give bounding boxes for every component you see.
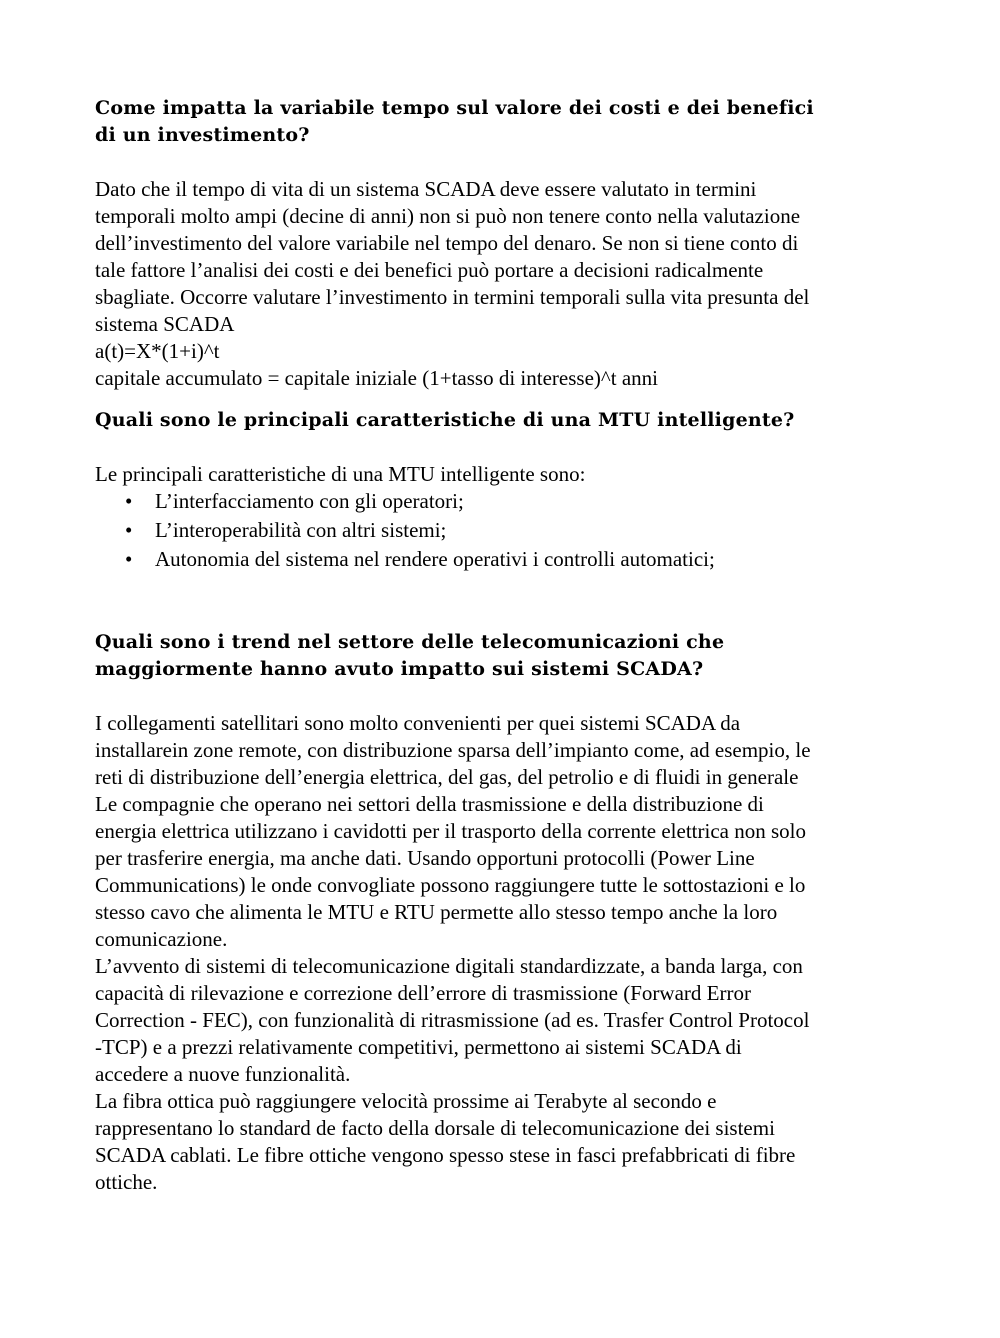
question-line: di un investimento? — [95, 124, 310, 146]
text-line: installarein zone remote, con distribuzione sparsa dell’impianto come, ad esempio, le — [95, 738, 811, 762]
bullet-list-mtu — [95, 488, 910, 573]
list-item-text: Autonomia del sistema nel rendere operativi i controlli automatici; — [155, 547, 715, 571]
text-line: per trasferire energia, ma anche dati. Usando opportuni protocolli (Power Line — [95, 846, 755, 870]
question-heading-mtu — [95, 407, 910, 434]
text-line: stesso cavo che alimenta le MTU e RTU permette allo stesso tempo anche la loro — [95, 900, 778, 924]
list-item-text: L’interfacciamento con gli operatori; — [155, 489, 464, 513]
answer-intro-mtu: Le principali caratteristiche di una MTU intelligente sono: — [95, 462, 586, 486]
text-line: SCADA cablati. Le fibre ottiche vengono spesso stese in fasci prefabbricati di fibre — [95, 1143, 796, 1167]
text-line: comunicazione. — [95, 927, 228, 951]
question-line: maggiormente hanno avuto impatto sui sistemi SCADA? — [95, 658, 704, 680]
text-line: accedere a nuove funzionalità. — [95, 1062, 351, 1086]
formula-line: a(t)=X*(1+i)^t — [95, 339, 220, 363]
bullet-marker: • — [125, 518, 133, 542]
text-line: sbagliate. Occorre valutare l’investimento in termini temporali sulla vita presunta del — [95, 285, 810, 309]
text-line: rappresentano lo standard de facto della dorsale di telecomunicazione dei sistemi — [95, 1116, 775, 1140]
text-line: temporali molto ampi (decine di anni) non si può non tenere conto nella valutazione — [95, 204, 801, 228]
text-line: reti di distribuzione dell’energia elettrica, del gas, del petrolio e di fluidi in generale — [95, 765, 799, 789]
answer-paragraph-telecom-trends — [95, 710, 910, 1196]
question-heading-telecom-trends — [95, 629, 910, 683]
formula-explanation-line: capitale accumulato = capitale iniziale (1+tasso di interesse)^t anni — [95, 366, 658, 390]
text-line: Dato che il tempo di vita di un sistema SCADA deve essere valutato in termini — [95, 177, 757, 201]
bullet-marker: • — [125, 547, 133, 571]
list-item — [95, 517, 910, 544]
text-line: -TCP) e a prezzi relativamente competitivi, permettono ai sistemi SCADA di — [95, 1035, 742, 1059]
question-line: Quali sono i trend nel settore delle telecomunicazioni che — [95, 631, 725, 653]
answer-paragraph-time-variable — [95, 176, 910, 392]
list-item-text: L’interoperabilità con altri sistemi; — [155, 518, 447, 542]
question-line: Quali sono le principali caratteristiche di una MTU intelligente? — [95, 409, 795, 431]
text-line: energia elettrica utilizzano i cavidotti per il trasporto della corrente elettrica non solo — [95, 819, 806, 843]
question-line: Come impatta la variabile tempo sul valore dei costi e dei benefici — [95, 97, 814, 119]
text-line: Communications) le onde convogliate possono raggiungere tutte le sottostazioni e lo — [95, 873, 806, 897]
bullet-marker: • — [125, 489, 133, 513]
text-line: Correction - FEC), con funzionalità di ritrasmissione (ad es. Trasfer Control Protocol — [95, 1008, 810, 1032]
list-item — [95, 546, 910, 573]
text-line: Le compagnie che operano nei settori della trasmissione e della distribuzione di — [95, 792, 764, 816]
question-heading-time-variable — [95, 95, 910, 149]
text-line: La fibra ottica può raggiungere velocità prossime ai Terabyte al secondo e — [95, 1089, 717, 1113]
list-item — [95, 488, 910, 515]
text-line: ottiche. — [95, 1170, 158, 1194]
text-line: dell’investimento del valore variabile nel tempo del denaro. Se non si tiene conto di — [95, 231, 799, 255]
text-line: tale fattore l’analisi dei costi e dei benefici può portare a decisioni radicalmente — [95, 258, 764, 282]
text-line: I collegamenti satellitari sono molto convenienti per quei sistemi SCADA da — [95, 711, 741, 735]
text-line: sistema SCADA — [95, 312, 235, 336]
text-line: capacità di rilevazione e correzione dell’errore di trasmissione (Forward Error — [95, 981, 751, 1005]
text-line: L’avvento di sistemi di telecomunicazione digitali standardizzate, a banda larga, con — [95, 954, 803, 978]
document-page — [95, 95, 910, 1196]
